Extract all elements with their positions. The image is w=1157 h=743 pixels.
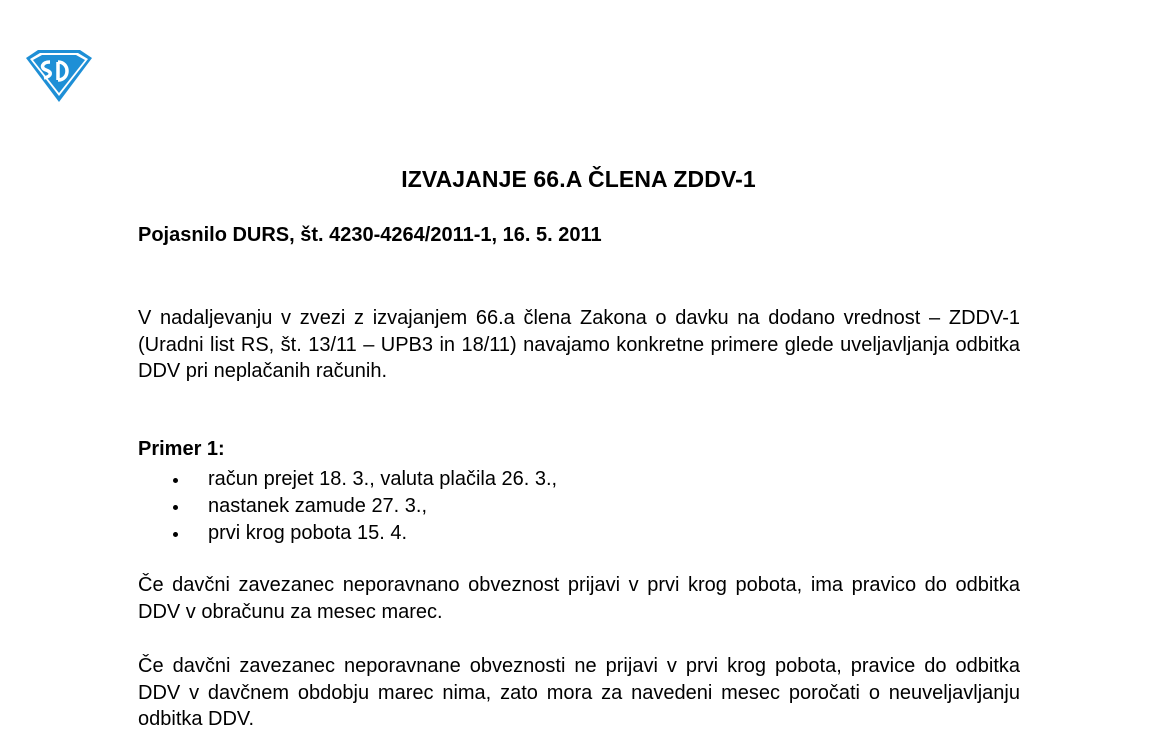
bullet-icon (173, 532, 178, 537)
example-bullet-list (138, 466, 557, 547)
paragraph-deduction-denied: Če davčni zavezanec neporavnane obveznosti ne prijavi v prvi krog pobota, pravice do odbitka DDV v davčnem obdobju marec nima, zato mora za navedeni mesec poročati o neuveljavljanju odbitka DDV. (138, 655, 1020, 730)
bullet-icon (173, 478, 178, 483)
list-item-text: prvi krog pobota 15. 4. (208, 522, 408, 544)
company-logo (22, 48, 96, 104)
document-subtitle: Pojasnilo DURS, št. 4230-4264/2011-1, 16. 5. 2011 (138, 224, 602, 246)
intro-paragraph: V nadaljevanju v zvezi z izvajanjem 66.a člena Zakona o davku na dodano vrednost – ZDDV-1 (Uradni list RS, št. 13/11 – UPB3 in 18/11) navajamo konkretne primere glede uveljavljanja odbitka DDV pri neplačanih računih. (138, 307, 1020, 382)
list-item (138, 466, 557, 493)
list-item-text: nastanek zamude 27. 3., (208, 495, 428, 517)
list-item (138, 493, 557, 520)
bullet-icon (173, 505, 178, 510)
diamond-logo-icon (22, 48, 96, 104)
list-item-text: račun prejet 18. 3., valuta plačila 26. 3., (208, 468, 558, 490)
example-heading: Primer 1: (138, 438, 225, 460)
list-item (138, 520, 557, 547)
document-title: IZVAJANJE 66.A ČLENA ZDDV-1 (401, 166, 756, 192)
paragraph-deduction-allowed: Če davčni zavezanec neporavnano obveznost prijavi v prvi krog pobota, ima pravico do odbitka DDV v obračunu za mesec marec. (138, 574, 1020, 623)
